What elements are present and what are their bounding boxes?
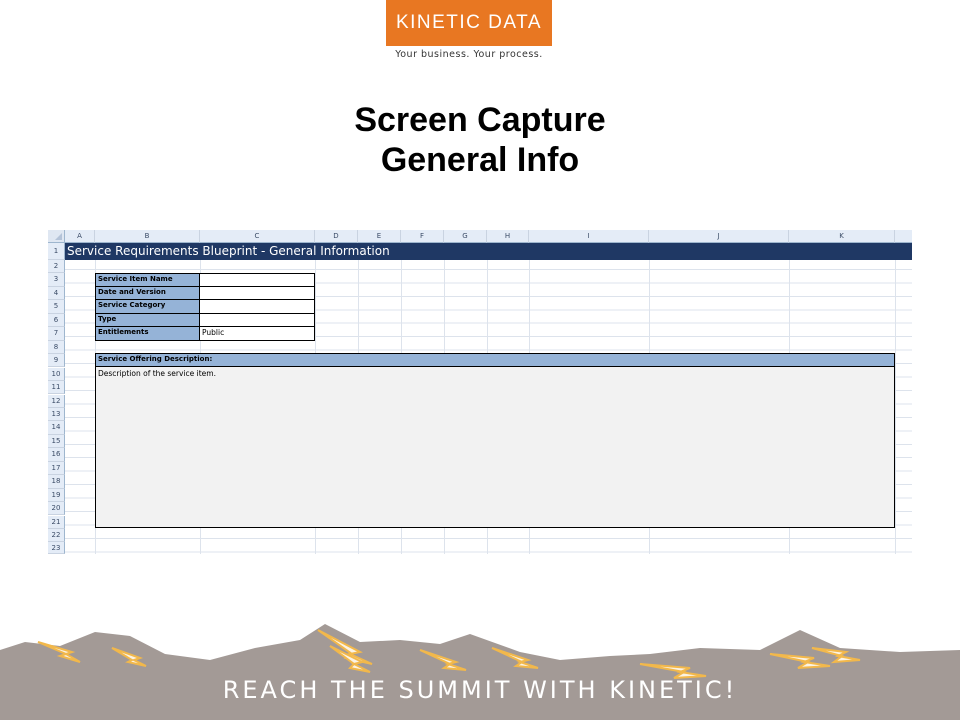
spreadsheet-capture [48,230,912,554]
slide-title [0,100,960,180]
sheet-banner-title[interactable]: Service Requirements Blueprint - General Information [65,243,912,260]
row-header-3[interactable]: 3 [48,273,65,286]
row-header-21[interactable]: 21 [48,516,65,529]
row-header-12[interactable]: 12 [48,395,65,408]
field-label-type[interactable]: Type [95,314,200,327]
row-header-9[interactable]: 9 [48,354,65,367]
row-header-8[interactable]: 8 [48,341,65,354]
footer-slogan: REACH THE SUMMIT WITH KINETIC! [222,676,738,704]
row-header-19[interactable]: 19 [48,489,65,502]
title-line-1: Screen Capture [354,101,606,139]
gridline [895,243,896,554]
row-header-13[interactable]: 13 [48,408,65,421]
row-header-15[interactable]: 15 [48,435,65,448]
row-header-14[interactable]: 14 [48,421,65,434]
field-value-date-and-version[interactable] [200,287,315,300]
column-header-e[interactable]: E [358,230,401,243]
row-header-18[interactable]: 18 [48,475,65,488]
row-header-2[interactable]: 2 [48,260,65,273]
row-header-7[interactable]: 7 [48,327,65,340]
column-header-j[interactable]: J [649,230,789,243]
field-value-service-category[interactable] [200,300,315,313]
field-label-date-and-version[interactable]: Date and Version [95,287,200,300]
row-header-17[interactable]: 17 [48,462,65,475]
row-header-16[interactable]: 16 [48,448,65,461]
kinetic-data-logo [386,0,552,46]
field-value-service-item-name[interactable] [200,273,315,286]
title-line-2: General Info [380,141,580,179]
field-label-service-category[interactable]: Service Category [95,300,200,313]
column-header-overflow [895,230,912,243]
field-value-entitlements[interactable]: Public [200,327,315,340]
row-header-20[interactable]: 20 [48,502,65,515]
row-header-6[interactable]: 6 [48,314,65,327]
column-header-h[interactable]: H [487,230,529,243]
column-header-b[interactable]: B [95,230,200,243]
field-value-type[interactable] [200,314,315,327]
column-header-d[interactable]: D [315,230,358,243]
select-all-corner[interactable] [48,230,65,243]
mountain-silhouette [0,624,960,720]
row-header-5[interactable]: 5 [48,300,65,313]
column-header-k[interactable]: K [789,230,895,243]
service-offering-description-cell[interactable]: Description of the service item. [95,367,895,528]
logo-tagline: Your business. Your process. [395,49,543,60]
service-offering-description-header[interactable]: Service Offering Description: [95,353,895,367]
column-header-f[interactable]: F [401,230,444,243]
logo-text: KINETIC DATA [395,12,543,33]
row-header-23[interactable]: 23 [48,542,65,554]
field-label-service-item-name[interactable]: Service Item Name [95,273,200,286]
column-header-c[interactable]: C [200,230,315,243]
row-header-10[interactable]: 10 [48,368,65,381]
row-header-4[interactable]: 4 [48,287,65,300]
column-header-a[interactable]: A [65,230,95,243]
row-header-11[interactable]: 11 [48,381,65,394]
row-header-1[interactable]: 1 [48,243,65,260]
column-header-g[interactable]: G [444,230,487,243]
mountain-footer [0,620,960,720]
column-header-i[interactable]: I [529,230,649,243]
field-label-entitlements[interactable]: Entitlements [95,327,200,340]
row-header-22[interactable]: 22 [48,529,65,542]
